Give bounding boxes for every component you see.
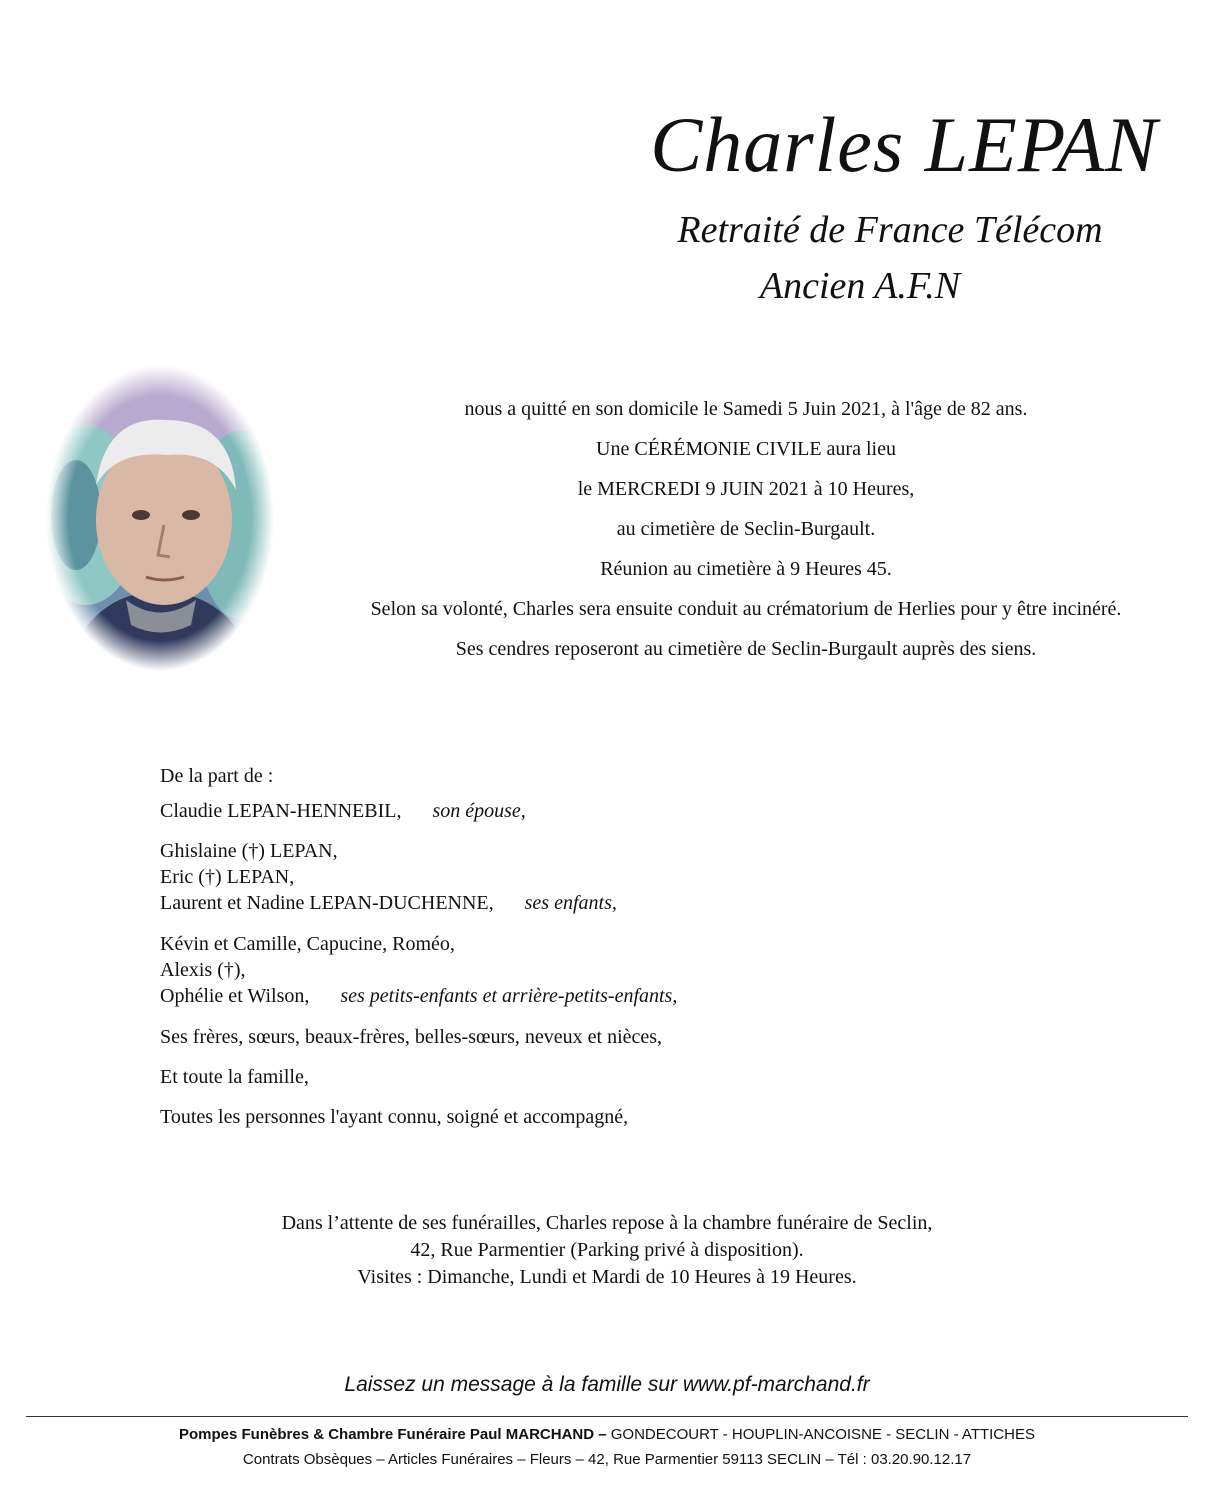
family-spouse — [160, 800, 526, 823]
announcement-line-3: le MERCREDI 9 JUIN 2021 à 10 Heures, — [577, 478, 915, 500]
footer-divider — [26, 1416, 1188, 1417]
children-relation: ses enfants, — [524, 892, 617, 914]
visitation-line-1: Dans l’attente de ses funérailles, Charles repose à la chambre funéraire de Seclin, — [281, 1212, 933, 1234]
grandchild-1: Kévin et Camille, Capucine, Roméo, — [160, 933, 455, 955]
child-1: Ghislaine (†) LEPAN, — [160, 840, 338, 862]
deceased-name: Charles LEPAN — [650, 101, 1158, 188]
announcement-line-7: Ses cendres reposeront au cimetière de Seclin-Burgault auprès des siens. — [455, 638, 1037, 660]
subtitle-occupation: Retraité de France Télécom — [677, 209, 1103, 251]
footer-company: Pompes Funèbres & Chambre Funéraire Paul MARCHAND – — [179, 1426, 607, 1443]
family-intro: De la part de : — [160, 765, 274, 787]
family-siblings: Ses frères, sœurs, beaux-frères, belles-sœurs, neveux et nièces, — [160, 1026, 663, 1048]
family-all: Et toute la famille, — [160, 1066, 309, 1088]
subtitle-veteran: Ancien A.F.N — [759, 265, 961, 307]
footer-line-1 — [0, 1426, 1214, 1443]
footer-locations: GONDECOURT - HOUPLIN-ANCOISNE - SECLIN - ATTICHES — [606, 1426, 1035, 1443]
announcement-line-1: nous a quitté en son domicile le Samedi 5 Juin 2021, à l'âge de 82 ans. — [464, 398, 1028, 420]
visitation-line-2: 42, Rue Parmentier (Parking privé à disposition). — [410, 1239, 804, 1261]
child-3-name: Laurent et Nadine LEPAN-DUCHENNE, — [160, 892, 494, 914]
grandchildren-relation: ses petits-enfants et arrière-petits-enfants, — [340, 985, 678, 1007]
announcement-line-5: Réunion au cimetière à 9 Heures 45. — [600, 558, 892, 580]
announcement-line-2: Une CÉRÉMONIE CIVILE aura lieu — [596, 438, 896, 460]
announcement-line-4: au cimetière de Seclin-Burgault. — [616, 518, 876, 540]
spouse-name: Claudie LEPAN-HENNEBIL, — [160, 800, 402, 822]
grandchild-3 — [160, 985, 677, 1008]
portrait-photo — [46, 365, 274, 671]
child-3 — [160, 892, 617, 915]
grandchild-3-name: Ophélie et Wilson, — [160, 985, 310, 1007]
announcement-line-6: Selon sa volonté, Charles sera ensuite conduit au crématorium de Herlies pour y être incinéré. — [370, 598, 1122, 620]
grandchild-2: Alexis (†), — [160, 959, 246, 981]
child-2: Eric (†) LEPAN, — [160, 866, 295, 888]
footer-services: Contrats Obsèques – Articles Funéraires – Fleurs – 42, Rue Parmentier 59113 SECLIN – Tél : 03.20.90.12.17 — [242, 1451, 972, 1468]
spouse-relation: son épouse, — [432, 800, 526, 822]
family-others: Toutes les personnes l'ayant connu, soigné et accompagné, — [160, 1106, 629, 1128]
visitation-line-3: Visites : Dimanche, Lundi et Mardi de 10 Heures à 19 Heures. — [357, 1266, 857, 1288]
web-message: Laissez un message à la famille sur www.pf-marchand.fr — [344, 1373, 870, 1396]
